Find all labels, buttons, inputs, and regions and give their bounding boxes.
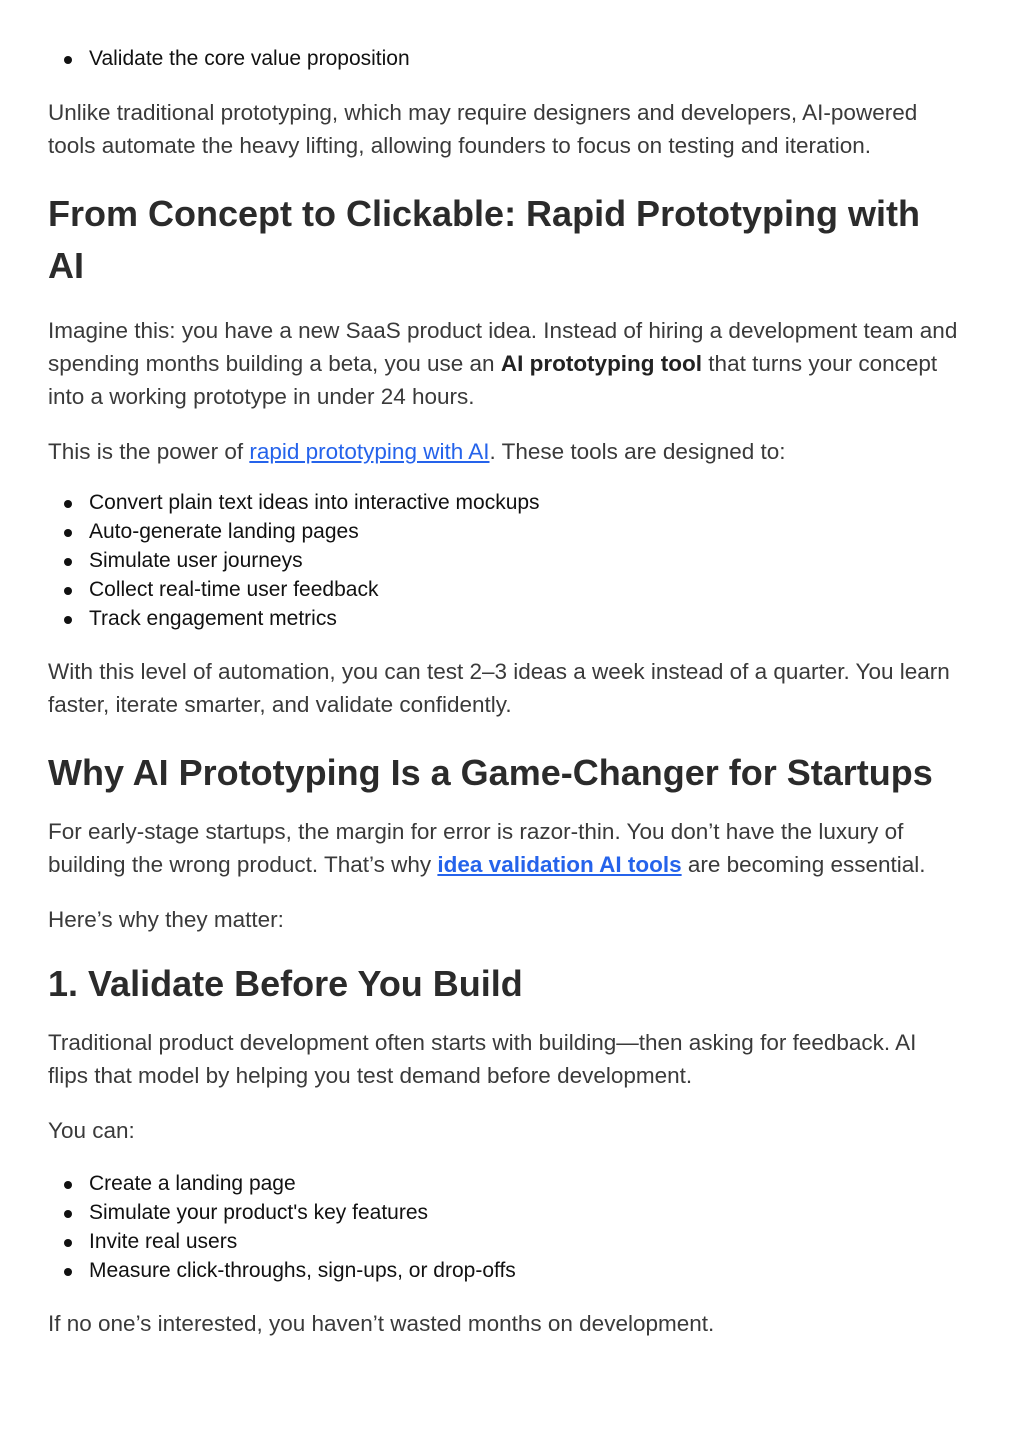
article-body [48,44,960,1340]
intro-list [48,44,960,73]
paragraph-imagine-text: Imagine this: you have a new SaaS product idea. Instead of hiring a development team and spending months building a beta, you use an [48,318,958,376]
paragraph-automation: With this level of automation, you can test 2–3 ideas a week instead of a quarter. You learn faster, iterate smarter, and validate confidently. [48,659,950,717]
link-rapid-prototyping-with-ai[interactable]: rapid prototyping with AI [249,439,490,464]
link-idea-validation-ai-tools[interactable]: idea validation AI tools [437,852,682,877]
heading-why-ai-prototyping: Why AI Prototyping Is a Game-Changer for Startups [48,752,933,793]
list-item: Create a landing page [89,1169,960,1198]
list-item: Auto-generate landing pages [89,517,960,546]
paragraph-traditional: Traditional product development often starts with building—then asking for feedback. AI flips that model by helping you test demand before development. [48,1030,917,1088]
bold-ai-prototyping-tool: AI prototyping tool [500,351,703,376]
paragraph-early-stage-text-end: are becoming essential. [681,852,926,877]
paragraph-heres-why: Here’s why they matter: [48,907,284,932]
list-item: Simulate user journeys [89,546,960,575]
paragraph-power-text-end: . These tools are designed to: [489,439,786,464]
paragraph-early-stage [48,815,960,881]
heading-concept-to-clickable: From Concept to Clickable: Rapid Prototyping with AI [48,193,921,286]
list-item: Collect real-time user feedback [89,575,960,604]
list-item: Track engagement metrics [89,604,960,633]
list-item: Validate the core value proposition [89,44,960,73]
list-item: Simulate your product's key features [89,1198,960,1227]
heading-validate-before-build: 1. Validate Before You Build [48,963,523,1004]
paragraph-power [48,435,960,468]
paragraph-early-stage-text: For early-stage startups, the margin for error is razor-thin. You don’t have the luxury of building the wrong product. That’s why [48,819,904,877]
paragraph-imagine [48,314,960,413]
list-item: Measure click-throughs, sign-ups, or drop-offs [89,1256,960,1285]
you-can-list [48,1169,960,1285]
list-item: Invite real users [89,1227,960,1256]
list-item: Convert plain text ideas into interactive mockups [89,488,960,517]
paragraph-power-text: This is the power of [48,439,250,464]
paragraph-you-can: You can: [48,1118,135,1143]
paragraph-imagine-text-end: that turns your concept into a working prototype in under 24 hours. [48,351,938,409]
paragraph-unlike: Unlike traditional prototyping, which may require designers and developers, AI-powered tools automate the heavy lifting, allowing founders to focus on testing and iteration. [48,100,918,158]
paragraph-no-one-interested: If no one’s interested, you haven’t wasted months on development. [48,1311,715,1336]
tools-list [48,488,960,633]
